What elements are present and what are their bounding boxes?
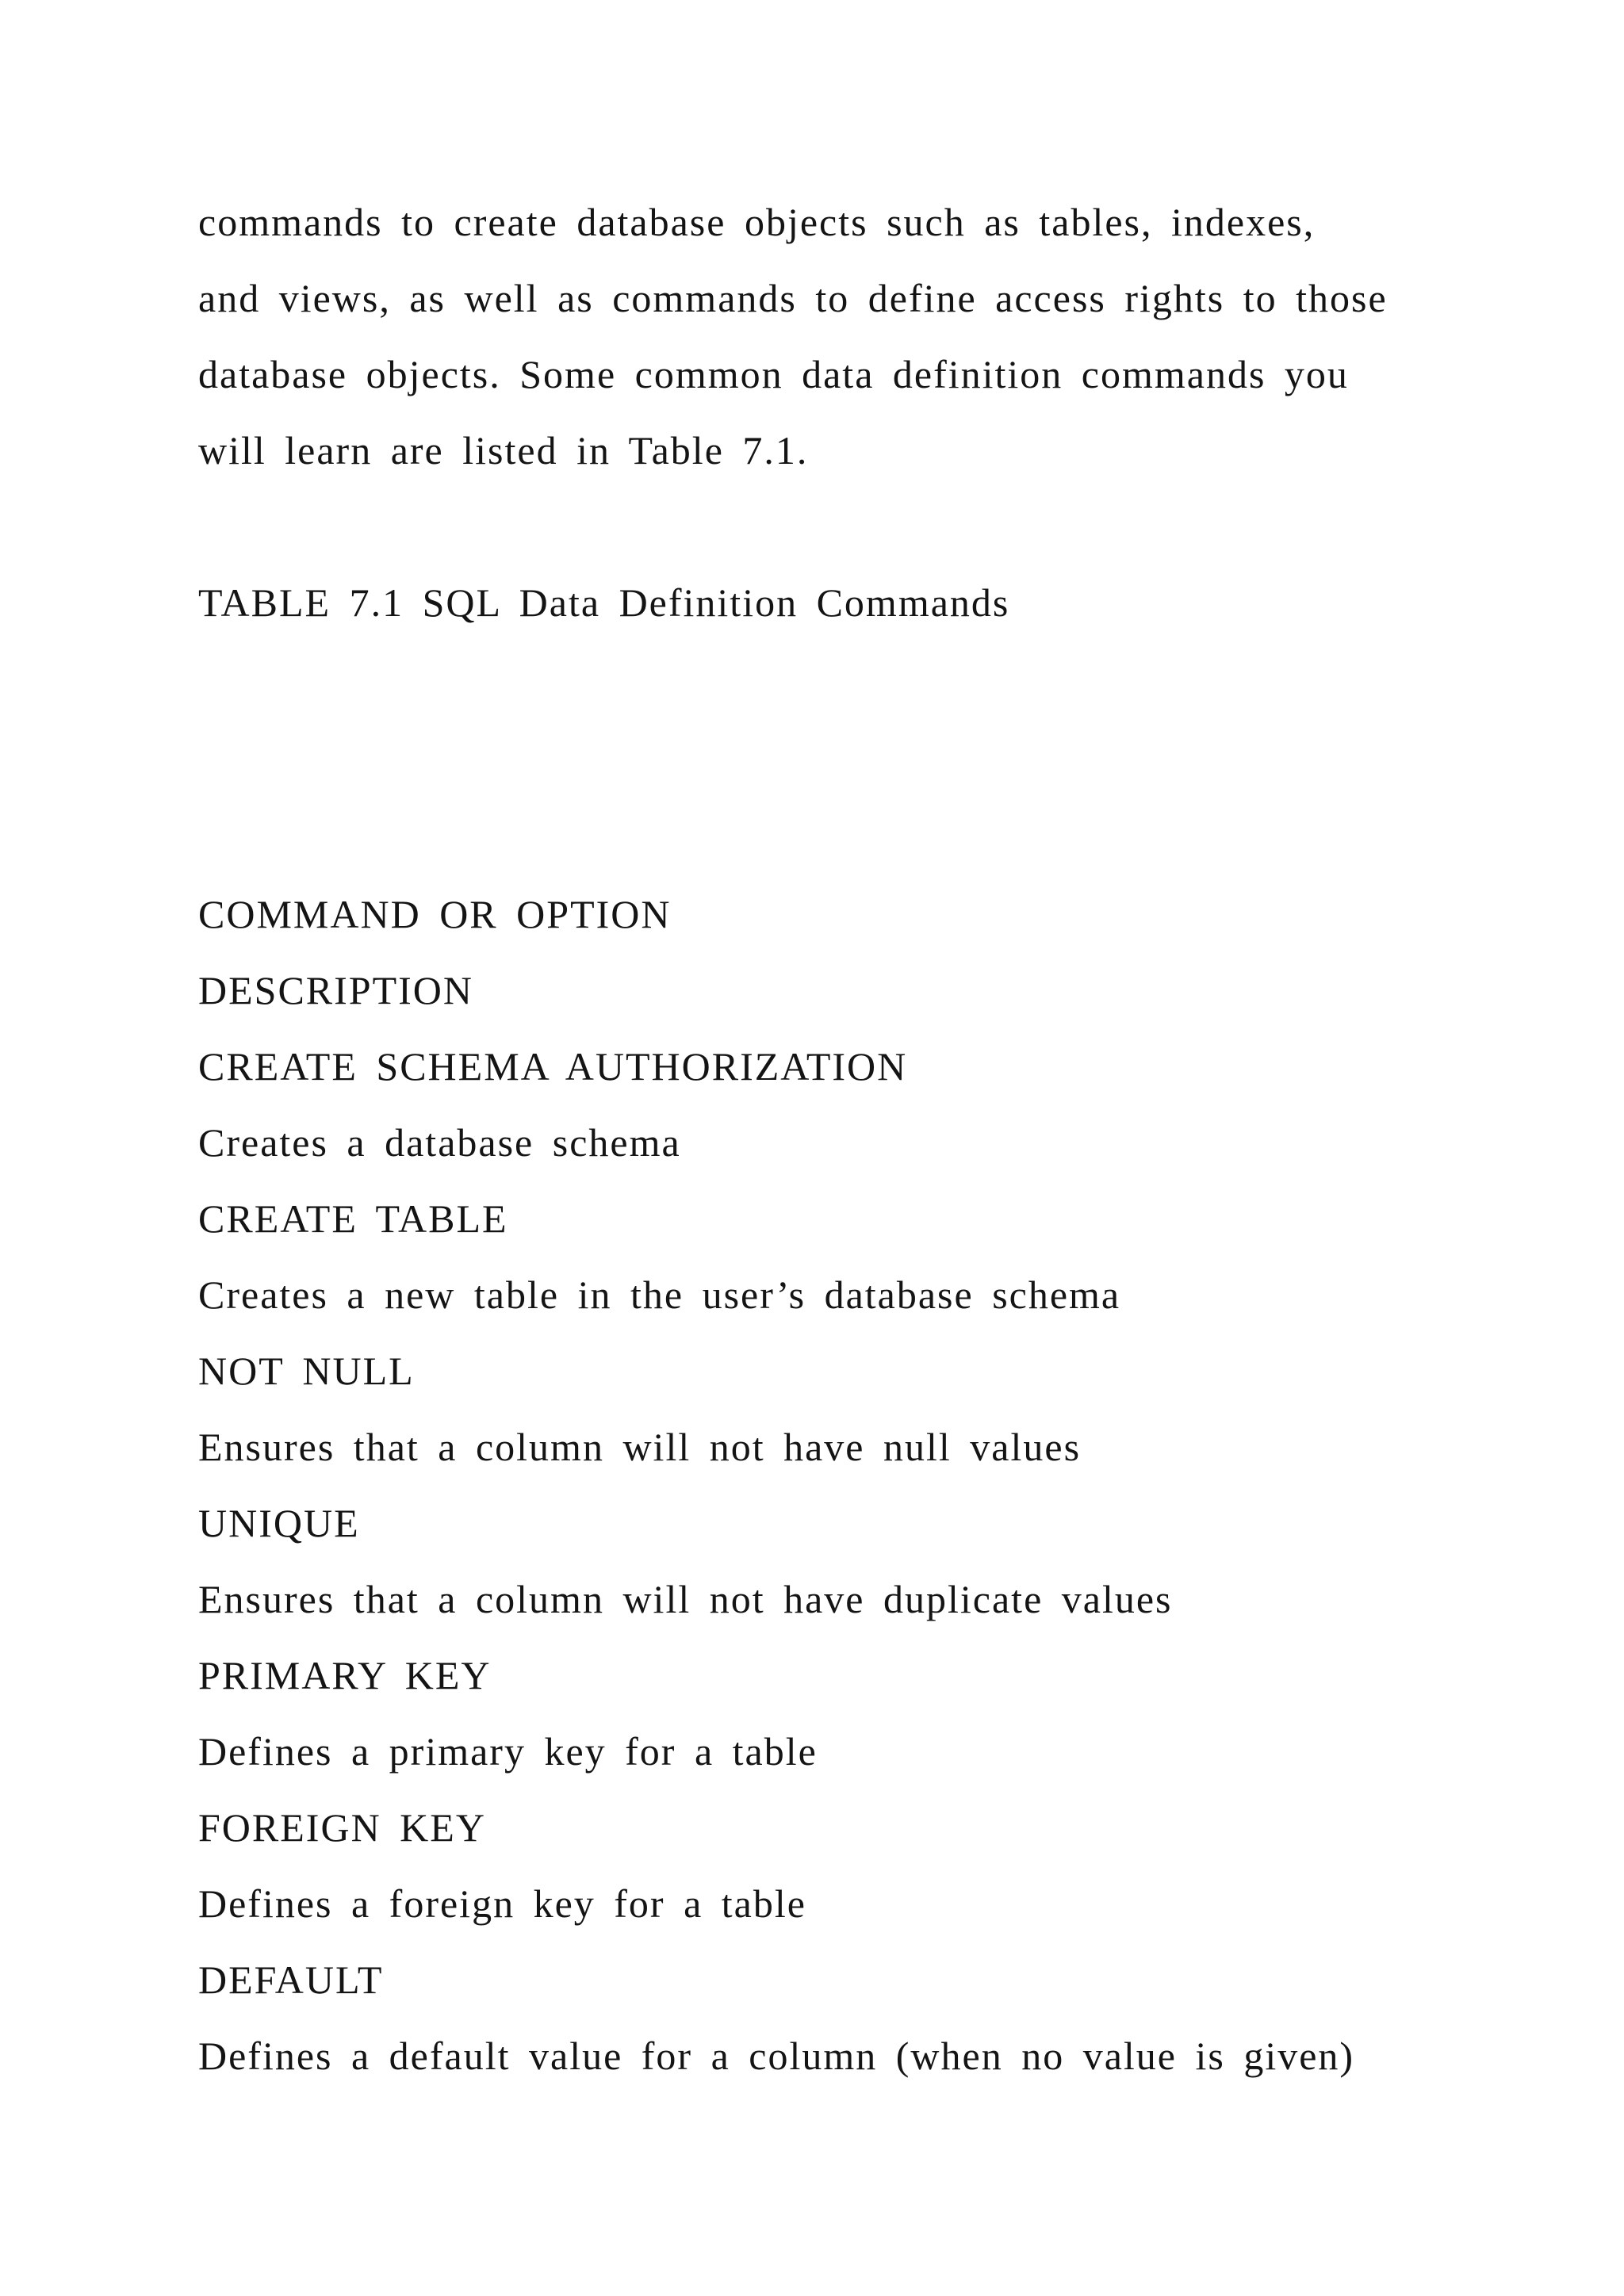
table-cell-command: CREATE SCHEMA AUTHORIZATION bbox=[198, 1044, 908, 1089]
paragraph-line: commands to create database objects such as tables, indexes, bbox=[198, 200, 1316, 244]
table-cell-description: Defines a foreign key for a table bbox=[198, 1881, 806, 1926]
table-header-command: COMMAND OR OPTION bbox=[198, 892, 672, 936]
paragraph-line: and views, as well as commands to define access rights to those bbox=[198, 276, 1388, 320]
table-cell-command: NOT NULL bbox=[198, 1349, 415, 1393]
table-cell-description: Defines a default value for a column (when no value is given) bbox=[198, 2034, 1355, 2078]
table-caption: TABLE 7.1 SQL Data Definition Commands bbox=[198, 580, 1010, 625]
table-cell-command: FOREIGN KEY bbox=[198, 1805, 486, 1850]
paragraph-line: will learn are listed in Table 7.1. bbox=[198, 428, 809, 473]
table-cell-command: PRIMARY KEY bbox=[198, 1653, 492, 1697]
table-cell-description: Creates a new table in the user’s database schema bbox=[198, 1272, 1121, 1317]
table-cell-command: CREATE TABLE bbox=[198, 1196, 508, 1241]
table-cell-description: Defines a primary key for a table bbox=[198, 1729, 818, 1774]
paragraph-line: database objects. Some common data definition commands you bbox=[198, 352, 1349, 396]
table-header-description: DESCRIPTION bbox=[198, 968, 474, 1012]
table-cell-command: DEFAULT bbox=[198, 1957, 384, 2002]
table-cell-description: Ensures that a column will not have null values bbox=[198, 1425, 1082, 1469]
table-cell-description: Ensures that a column will not have duplicate values bbox=[198, 1577, 1173, 1621]
table-cell-command: UNIQUE bbox=[198, 1501, 360, 1545]
table-cell-description: Creates a database schema bbox=[198, 1120, 681, 1165]
